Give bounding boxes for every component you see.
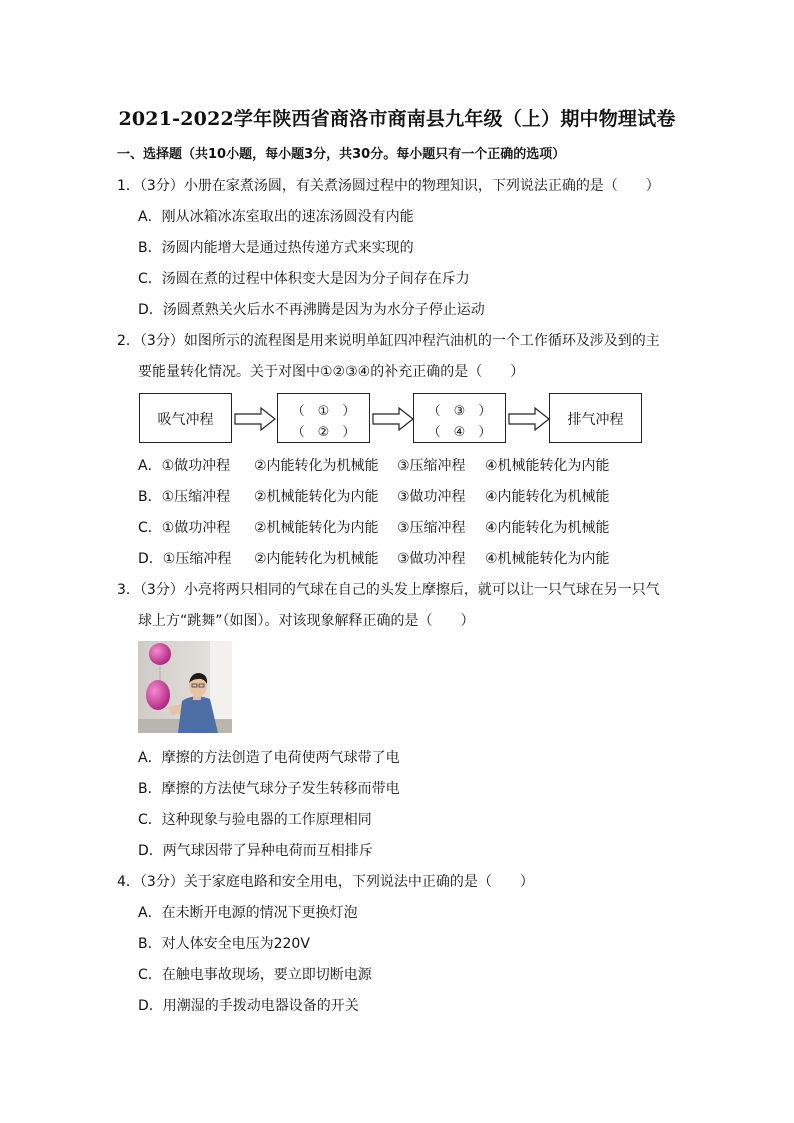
question-1-stem: 1．（3分）小册在家煮汤圆，有关煮汤圆过程中的物理知识，下列说法正确的是（ ） (117, 178, 660, 194)
flow-box-exhaust-label: 排气冲程 (567, 412, 624, 428)
option-part: ④机械能转化为内能 (485, 458, 610, 474)
flow-box-intake-label: 吸气冲程 (157, 412, 214, 428)
right-arrow-icon (507, 407, 551, 431)
question-3-option-b: B．摩擦的方法使气球分子发生转移而带电 (138, 781, 400, 797)
flow-box-exhaust (549, 393, 642, 443)
option-part: ④内能转化为机械能 (485, 489, 610, 505)
question-2-stem-line-1: 2．（3分）如图所示的流程图是用来说明单缸四冲程汽油机的一个工作循环及涉及到的主 (117, 333, 660, 349)
question-3-option-d: D．两气球因带了异种电荷而互相排斥 (138, 843, 373, 859)
option-part: ②机械能转化为内能 (254, 520, 379, 536)
question-4-option-b: B．对人体安全电压为220V (138, 936, 310, 952)
flow-box-3 (413, 393, 506, 443)
question-4-option-c: C．在触电事故现场，要立即切断电源 (138, 967, 372, 983)
question-2-option-b (138, 487, 610, 507)
question-3-option-a: A．摩擦的方法创造了电荷使两气球带了电 (138, 750, 400, 766)
flow-box-intake (139, 393, 232, 443)
question-3-stem-line-2: 球上方“跳舞”（如图）。对该现象解释正确的是（ ） (138, 613, 475, 629)
question-4-option-d: D．用潮湿的手拨动电器设备的开关 (138, 998, 359, 1014)
option-part: ②内能转化为机械能 (254, 458, 379, 474)
option-part: ④机械能转化为内能 (485, 551, 610, 567)
exam-title: 2021-2022学年陕西省商洛市商南县九年级（上）期中物理试卷 (118, 108, 676, 130)
flow-box-2 (277, 393, 370, 443)
balloon-photo (138, 641, 232, 733)
option-part: A．①做功冲程 (138, 458, 231, 474)
option-part: ③做功冲程 (397, 489, 466, 505)
flow-box-2-blank-1: （ ① ） (291, 404, 356, 419)
question-3-stem-line-1: 3．（3分）小亮将两只相同的气球在自己的头发上摩擦后，就可以让一只气球在另一只气 (117, 582, 660, 598)
question-3-option-c: C．这种现象与验电器的工作原理相同 (138, 812, 372, 828)
section-heading: 一、选择题（共10小题，每小题3分，共30分。每小题只有一个正确的选项） (117, 147, 566, 162)
option-part: ②内能转化为机械能 (254, 551, 379, 567)
option-part: ②机械能转化为内能 (254, 489, 379, 505)
right-arrow-icon (371, 407, 415, 431)
right-arrow-icon (233, 407, 277, 431)
option-part: ③压缩冲程 (397, 520, 466, 536)
option-part: ③压缩冲程 (397, 458, 466, 474)
question-4-option-a: A．在未断开电源的情况下更换灯泡 (138, 905, 358, 921)
question-4-stem: 4．（3分）关于家庭电路和安全用电，下列说法中正确的是（ ） (117, 874, 534, 890)
engine-cycle-flowchart (139, 393, 659, 447)
option-part: D．①压缩冲程 (138, 551, 232, 567)
question-1-option-c: C．汤圆在煮的过程中体积变大是因为分子间存在斥力 (138, 271, 470, 287)
flow-box-3-blank-4: （ ④ ） (427, 425, 492, 440)
question-2-option-d (138, 549, 610, 569)
option-part: B．①压缩冲程 (138, 489, 231, 505)
question-2-stem-line-2: 要能量转化情况。关于对图中①②③④的补充正确的是（ ） (138, 364, 525, 380)
option-part: C．①做功冲程 (138, 520, 231, 536)
question-2-option-a (138, 456, 610, 476)
question-1-option-a: A．刚从冰箱冰冻室取出的速冻汤圆没有内能 (138, 209, 414, 225)
question-1-option-d: D．汤圆煮熟关火后水不再沸腾是因为为水分子停止运动 (138, 302, 485, 318)
option-part: ④内能转化为机械能 (485, 520, 610, 536)
option-part: ③做功冲程 (397, 551, 466, 567)
flow-box-2-blank-2: （ ② ） (291, 425, 356, 440)
question-2-option-c (138, 518, 610, 538)
flow-box-3-blank-3: （ ③ ） (427, 404, 492, 419)
question-1-option-b: B．汤圆内能增大是通过热传递方式来实现的 (138, 240, 414, 256)
